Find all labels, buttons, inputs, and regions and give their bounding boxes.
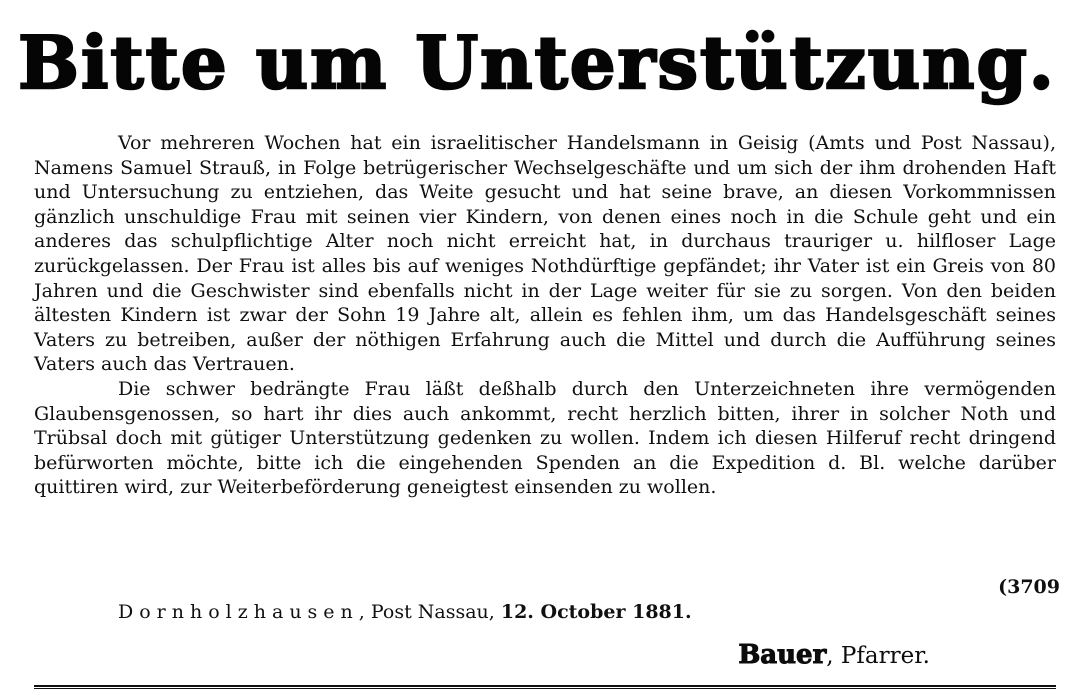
dateline bbox=[118, 601, 692, 623]
signature-name: Bauer bbox=[738, 640, 827, 670]
notice-title: Bitte um Unterstützung. bbox=[18, 20, 1056, 105]
reference-number: (3709 bbox=[998, 576, 1060, 598]
signature-title: Pfarrer. bbox=[840, 643, 930, 669]
dateline-date: 12. October 1881. bbox=[500, 601, 692, 623]
notice-paragraph-1: Vor mehreren Wochen hat ein israelitischer Handelsmann in Geisig (Amts und Post Nassau), Namens Samuel Strauß, in Folge betrügerischer Wechselgeschäfte und um sich der ihm drohenden Haft und Untersuchung zu entziehen, das Weite gesucht und hat seine brave, an diesen Vorkommnissen gänzlich unschuldige Frau mit seinen vier Kindern, von denen eines noch in die Schule geht und ein anderes das schulpflichtige Alter noch nicht erreicht hat, in durchaus trauriger u. hilfloser Lage zurückgelassen. Der Frau ist alles bis auf weniges Nothdürftige gepfändet; ihr Vater ist ein Greis von 80 Jahren und die Geschwister sind ebenfalls nicht in der Lage weiter für sie zu sorgen. Von den beiden ältesten Kindern ist zwar der Sohn 19 Jahre alt, allein es fehlen ihm, um das Handelsgeschäft seines Vaters zu betreiben, außer der nöthigen Erfahrung auch die Mittel und durch die Aufführung seines Vaters auch das Vertrauen. bbox=[34, 132, 1056, 376]
notice-paragraph-2: Die schwer bedrängte Frau läßt deßhalb durch den Unterzeichneten ihre vermögenden Glaubensgenossen, so hart ihr dies auch ankommt, recht herzlich bitten, ihrer in solcher Noth und Trübsal doch mit gütiger Unterstützung gedenken zu wollen. Indem ich diesen Hilferuf recht dringend befürworten möchte, bitte ich die eingehenden Spenden an die Expedition d. Bl. welche darüber quittiren wird, zur Weiterbeförderung geneigtest einsenden zu wollen. bbox=[34, 377, 1056, 499]
notice-body bbox=[34, 131, 1056, 500]
dateline-place-detail: , Post Nassau, bbox=[358, 601, 501, 623]
bottom-divider bbox=[34, 685, 1056, 689]
signature-separator: , bbox=[826, 643, 841, 669]
dateline-place: Dornholzhausen bbox=[118, 601, 359, 623]
signature bbox=[738, 640, 930, 670]
